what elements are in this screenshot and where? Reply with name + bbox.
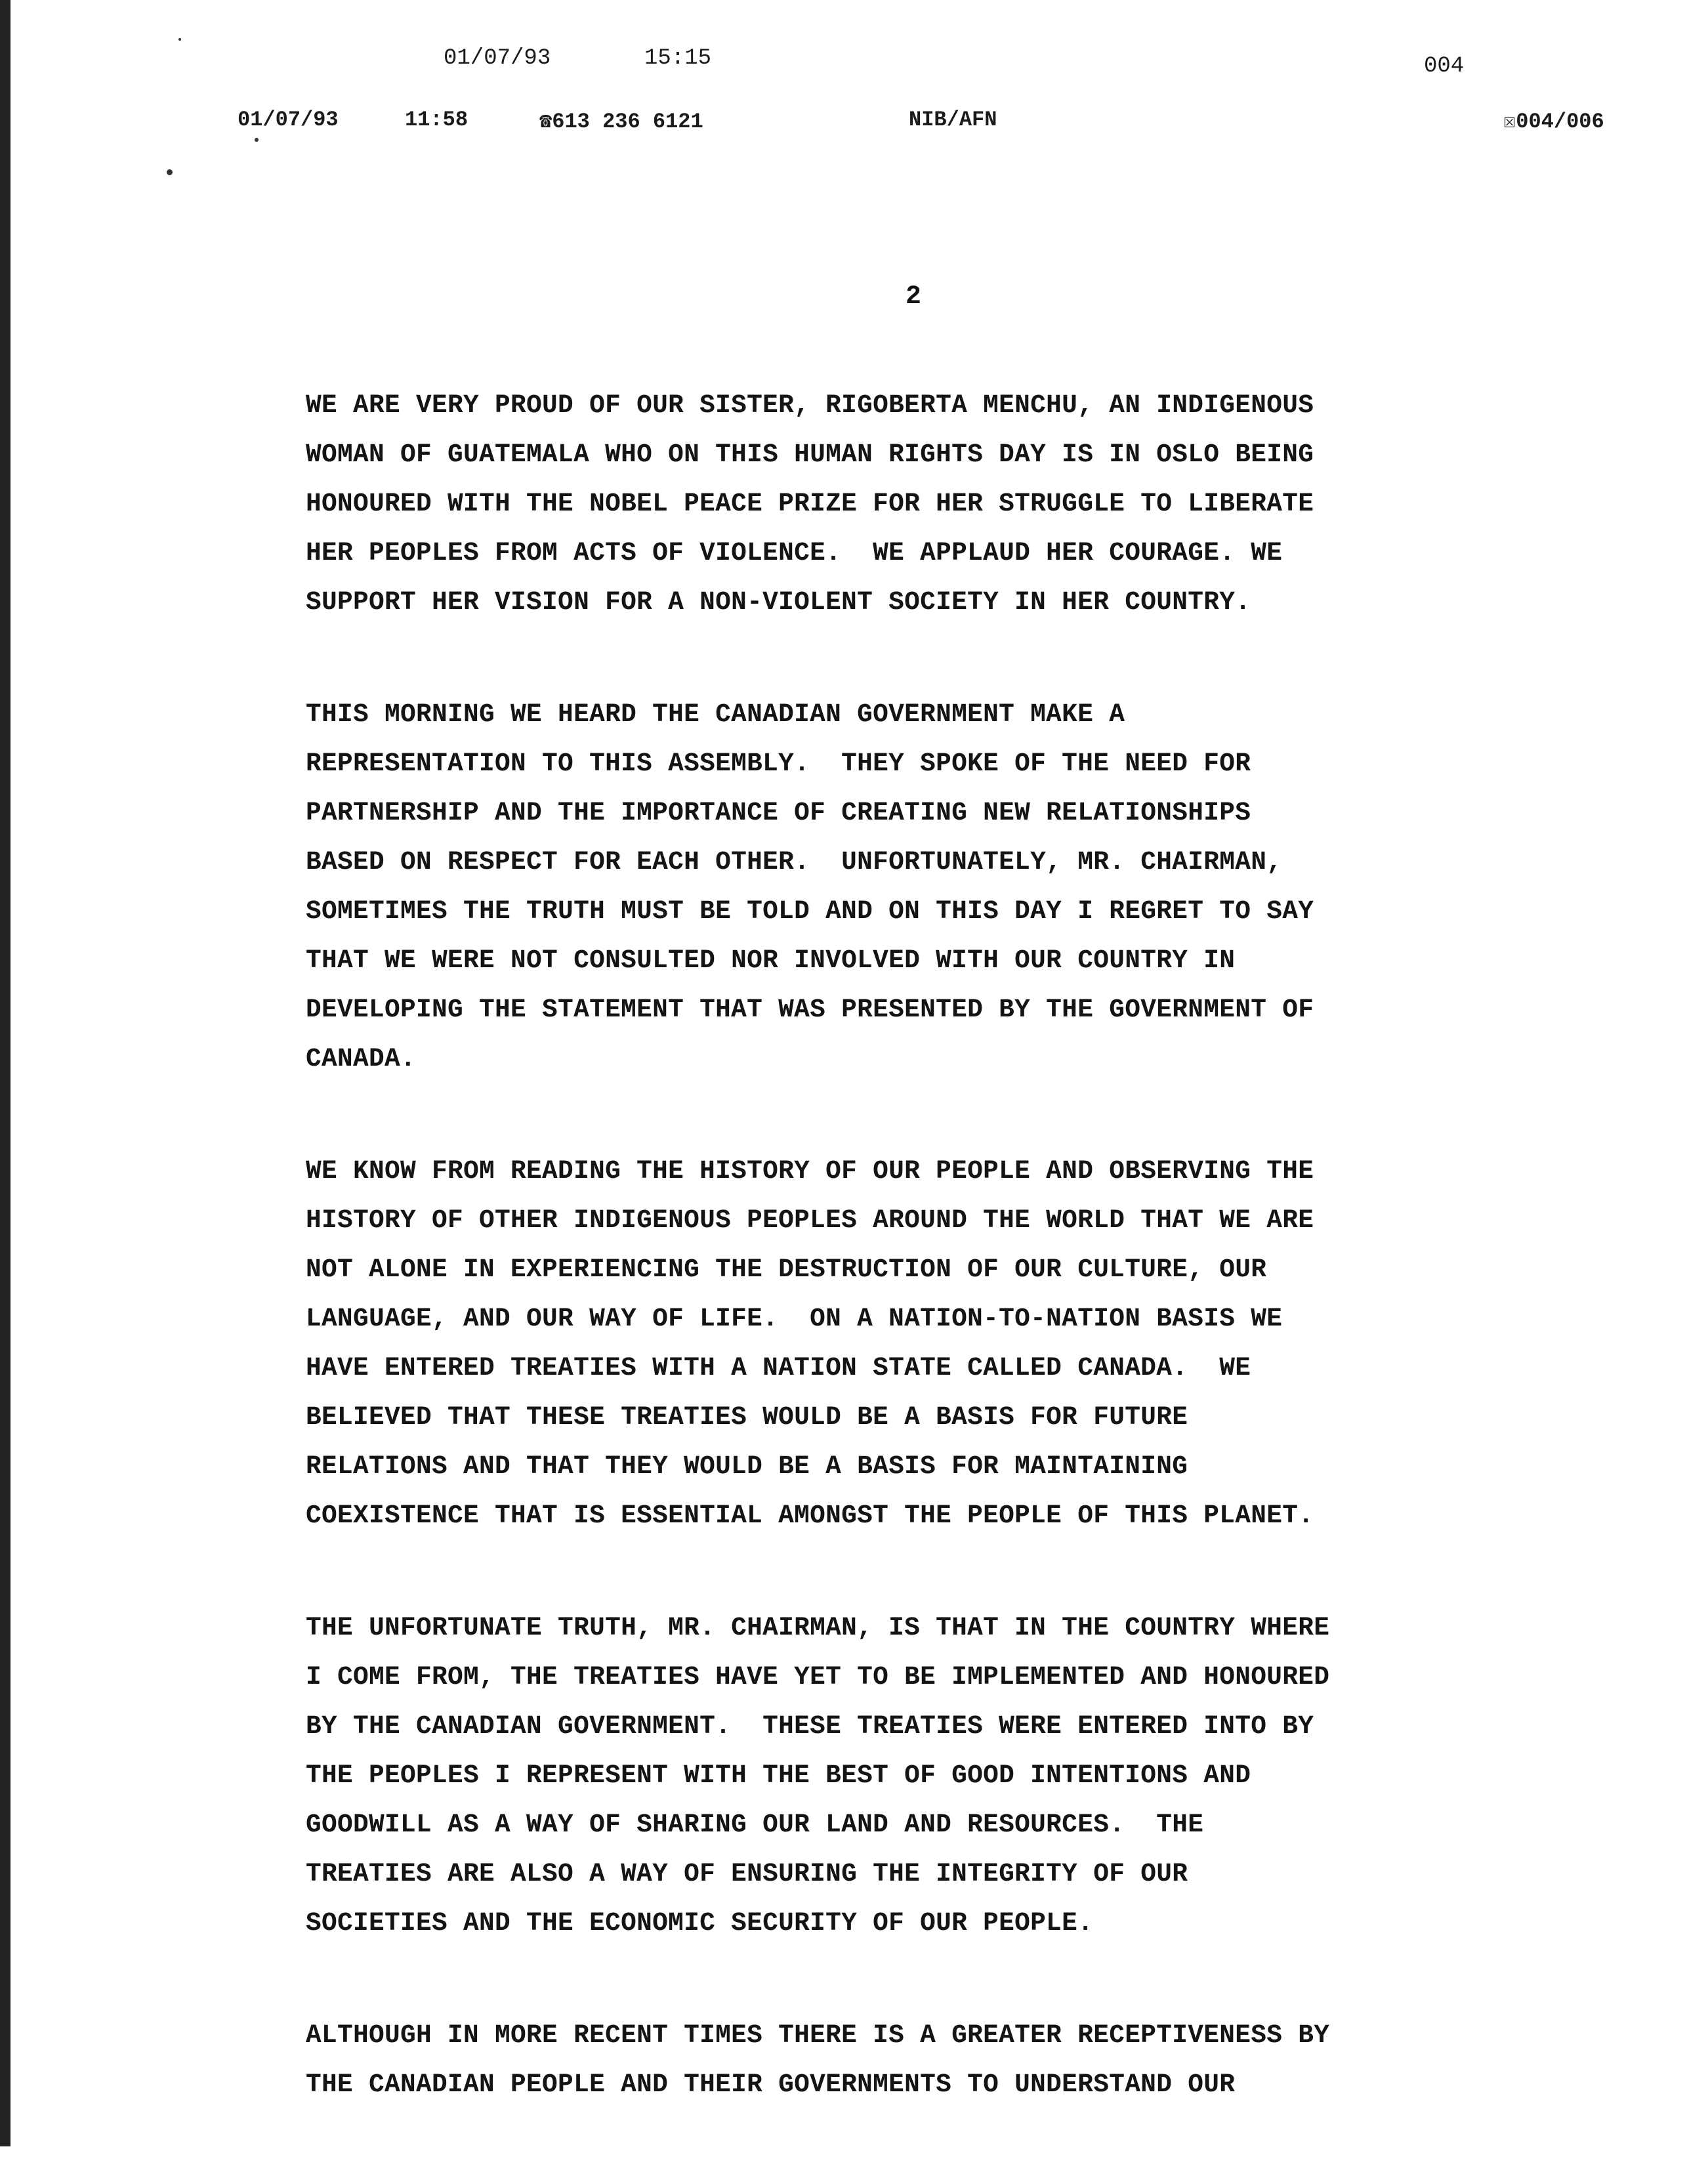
text-line: PARTNERSHIP AND THE IMPORTANCE OF CREATING NEW RELATIONSHIPS bbox=[306, 798, 1251, 827]
paragraph bbox=[306, 1146, 1598, 1540]
text-line: HONOURED WITH THE NOBEL PEACE PRIZE FOR HER STRUGGLE TO LIBERATE bbox=[306, 489, 1314, 518]
scan-left-edge bbox=[0, 0, 10, 2146]
fax-stamp-date: 01/07/93 bbox=[444, 46, 551, 71]
text-line: COEXISTENCE THAT IS ESSENTIAL AMONGST THE PEOPLE OF THIS PLANET. bbox=[306, 1501, 1314, 1530]
paragraph bbox=[306, 690, 1598, 1083]
fax-stamp-page: 004 bbox=[1424, 54, 1465, 79]
text-line: SOMETIMES THE TRUTH MUST BE TOLD AND ON THIS DAY I REGRET TO SAY bbox=[306, 896, 1314, 926]
text-line: WOMAN OF GUATEMALA WHO ON THIS HUMAN RIGHTS DAY IS IN OSLO BEING bbox=[306, 440, 1314, 469]
text-line: HISTORY OF OTHER INDIGENOUS PEOPLES AROUND THE WORLD THAT WE ARE bbox=[306, 1205, 1314, 1235]
text-line: RELATIONS AND THAT THEY WOULD BE A BASIS FOR MAINTAINING bbox=[306, 1451, 1188, 1481]
fax-stamp-time: 15:15 bbox=[644, 46, 712, 71]
text-line: HER PEOPLES FROM ACTS OF VIOLENCE. WE APPLAUD HER COURAGE. WE bbox=[306, 538, 1283, 568]
fax-header-phone: ☎613 236 6121 bbox=[539, 110, 703, 134]
document-body bbox=[306, 381, 1598, 2172]
text-line: GOODWILL AS A WAY OF SHARING OUR LAND AND RESOURCES. THE bbox=[306, 1810, 1204, 1839]
page-number: 2 bbox=[906, 282, 922, 312]
text-line: WE KNOW FROM READING THE HISTORY OF OUR PEOPLE AND OBSERVING THE bbox=[306, 1156, 1314, 1186]
text-line: I COME FROM, THE TREATIES HAVE YET TO BE IMPLEMENTED AND HONOURED bbox=[306, 1662, 1330, 1692]
scan-speck bbox=[167, 169, 173, 175]
fax-header-page-count: ☒004/006 bbox=[1503, 110, 1604, 134]
text-line: THAT WE WERE NOT CONSULTED NOR INVOLVED WITH OUR COUNTRY IN bbox=[306, 946, 1236, 975]
text-line: THE UNFORTUNATE TRUTH, MR. CHAIRMAN, IS THAT IN THE COUNTRY WHERE bbox=[306, 1613, 1330, 1642]
text-line: SOCIETIES AND THE ECONOMIC SECURITY OF OUR PEOPLE. bbox=[306, 1908, 1094, 1938]
text-line: SUPPORT HER VISION FOR A NON-VIOLENT SOCIETY IN HER COUNTRY. bbox=[306, 587, 1251, 617]
scan-speck bbox=[178, 38, 181, 41]
fax-header-sender: NIB/AFN bbox=[909, 108, 997, 132]
text-line: BELIEVED THAT THESE TREATIES WOULD BE A BASIS FOR FUTURE bbox=[306, 1402, 1188, 1432]
paragraph bbox=[306, 2011, 1598, 2109]
text-line: BY THE CANADIAN GOVERNMENT. THESE TREATIES WERE ENTERED INTO BY bbox=[306, 1711, 1314, 1741]
text-line: BASED ON RESPECT FOR EACH OTHER. UNFORTUNATELY, MR. CHAIRMAN, bbox=[306, 847, 1283, 877]
text-line: ALTHOUGH IN MORE RECENT TIMES THERE IS A GREATER RECEPTIVENESS BY bbox=[306, 2020, 1330, 2050]
text-line: LANGUAGE, AND OUR WAY OF LIFE. ON A NATION-TO-NATION BASIS WE bbox=[306, 1304, 1283, 1333]
text-line: NOT ALONE IN EXPERIENCING THE DESTRUCTION OF OUR CULTURE, OUR bbox=[306, 1255, 1267, 1284]
scan-speck bbox=[255, 138, 259, 142]
text-line: WE ARE VERY PROUD OF OUR SISTER, RIGOBERTA MENCHU, AN INDIGENOUS bbox=[306, 390, 1314, 420]
text-line: REPRESENTATION TO THIS ASSEMBLY. THEY SPOKE OF THE NEED FOR bbox=[306, 749, 1251, 778]
paragraph bbox=[306, 1603, 1598, 1948]
text-line: CANADA. bbox=[306, 1044, 417, 1074]
text-line: DEVELOPING THE STATEMENT THAT WAS PRESENTED BY THE GOVERNMENT OF bbox=[306, 995, 1314, 1024]
text-line: TREATIES ARE ALSO A WAY OF ENSURING THE INTEGRITY OF OUR bbox=[306, 1859, 1188, 1889]
text-line: THE PEOPLES I REPRESENT WITH THE BEST OF GOOD INTENTIONS AND bbox=[306, 1761, 1251, 1790]
text-line: THIS MORNING WE HEARD THE CANADIAN GOVERNMENT MAKE A bbox=[306, 700, 1125, 729]
fax-header-date: 01/07/93 bbox=[238, 108, 339, 132]
text-line: HAVE ENTERED TREATIES WITH A NATION STATE CALLED CANADA. WE bbox=[306, 1353, 1251, 1383]
fax-header-time: 11:58 bbox=[405, 108, 469, 132]
text-line: THE CANADIAN PEOPLE AND THEIR GOVERNMENTS TO UNDERSTAND OUR bbox=[306, 2070, 1236, 2099]
paragraph bbox=[306, 381, 1598, 627]
